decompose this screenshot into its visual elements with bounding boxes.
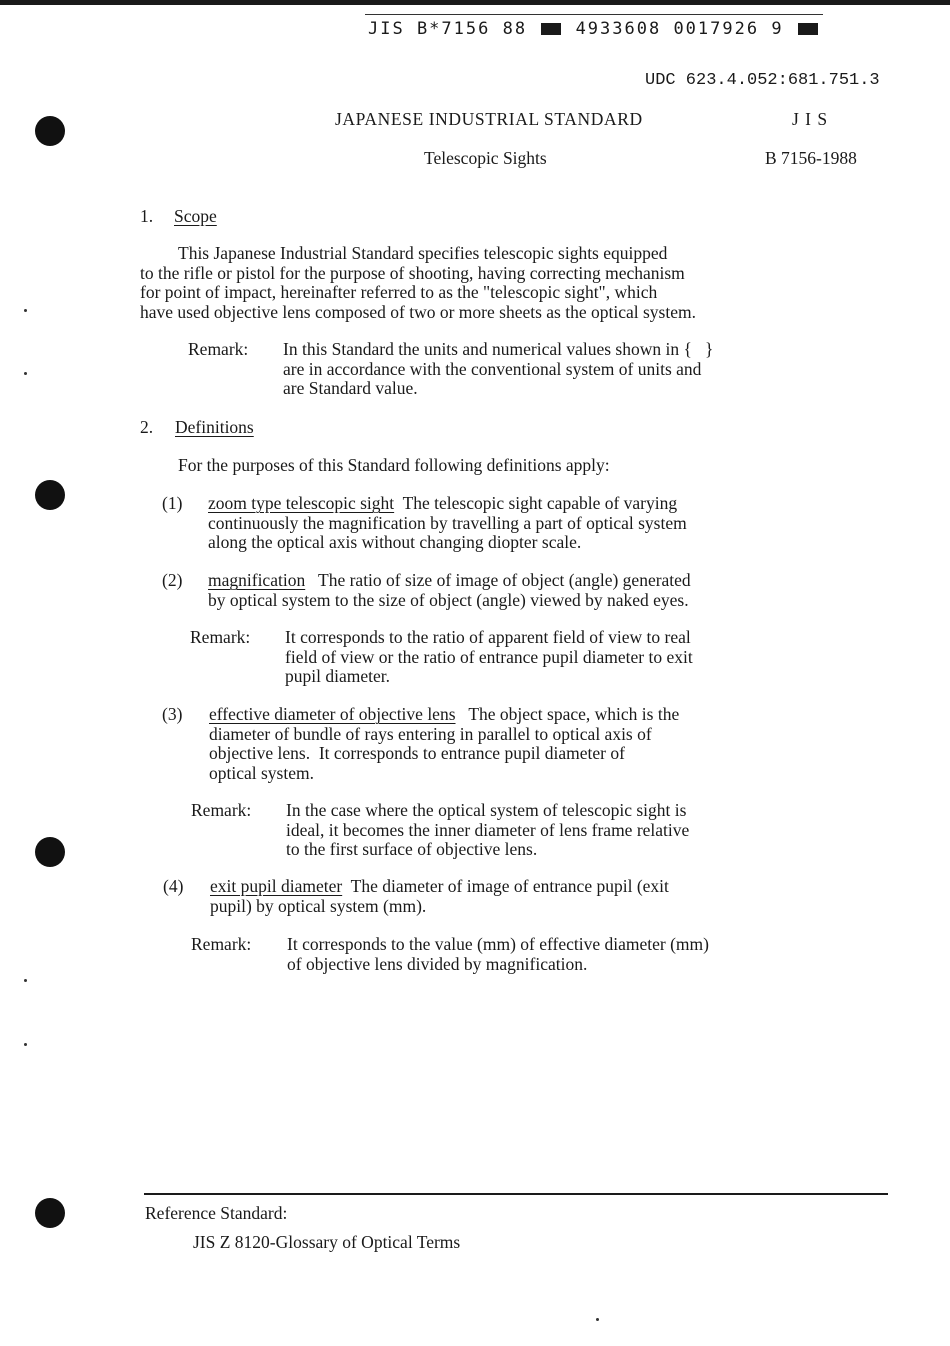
definition-line: continuously the magnification by travelling a part of optical system (208, 512, 687, 533)
definition-term (208, 494, 677, 514)
header-code-b: 4933608 0017926 9 (575, 19, 784, 39)
org-name: JAPANESE INDUSTRIAL STANDARD (335, 109, 643, 129)
punch-hole-icon (35, 116, 65, 146)
term-exit-pupil-diameter: exit pupil diameter (210, 876, 343, 896)
remark-line: ideal, it becomes the inner diameter of lens frame relative (286, 819, 690, 840)
remark-line: In the case where the optical system of telescopic sight is (286, 800, 687, 820)
definition-line: The ratio of size of image of object (angle) generated (318, 570, 691, 590)
definition-line: pupil) by optical system (mm). (210, 895, 427, 916)
scope-line: This Japanese Industrial Standard specifies telescopic sights equipped (178, 243, 668, 263)
scan-speck (24, 309, 27, 312)
black-block-icon (798, 23, 818, 35)
footnote-rule (144, 1193, 888, 1195)
scope-line: for point of impact, hereinafter referred to as the "telescopic sight", which (140, 282, 658, 302)
scan-top-edge (0, 0, 950, 5)
reference-item: JIS Z 8120-Glossary of Optical Terms (193, 1232, 461, 1252)
definition-line: objective lens. It corresponds to entrance pupil diameter of (209, 743, 625, 763)
remark-line: are in accordance with the conventional system of units and (283, 358, 702, 379)
header-code-a: JIS B*7156 88 (368, 19, 528, 39)
definition-term (210, 877, 669, 897)
scan-speck (24, 372, 27, 375)
definition-line: The diameter of image of entrance pupil (exit (350, 876, 669, 896)
remark-label: Remark: (191, 800, 252, 820)
definition-line: diameter of bundle of rays entering in parallel to optical axis of (209, 723, 652, 744)
remark-label: Remark: (188, 339, 249, 359)
definitions-intro: For the purposes of this Standard following definitions apply: (178, 455, 610, 475)
definition-line: along the optical axis without changing diopter scale. (208, 532, 582, 552)
punch-hole-icon (35, 837, 65, 867)
remark-line: field of view or the ratio of entrance pupil diameter to exit (285, 646, 693, 667)
scan-speck (24, 979, 27, 982)
scope-line: to the rifle or pistol for the purpose of shooting, having correcting mechanism (140, 262, 685, 283)
remark-line: are Standard value. (283, 378, 418, 398)
definition-number: (3) (162, 704, 183, 724)
definition-number: (2) (162, 570, 183, 590)
definition-term (208, 571, 691, 591)
section-number: 1. (140, 206, 154, 226)
remark-line: In this Standard the units and numerical values shown in { } (283, 339, 714, 359)
reference-label: Reference Standard: (145, 1203, 288, 1223)
header-rule (365, 14, 823, 15)
definition-line: by optical system to the size of object (angle) viewed by naked eyes. (208, 589, 689, 610)
term-zoom-type: zoom type telescopic sight (208, 493, 395, 513)
remark-label: Remark: (190, 627, 251, 647)
definition-line: optical system. (209, 762, 314, 783)
term-magnification: magnification (208, 570, 306, 590)
remark-line: pupil diameter. (285, 666, 390, 686)
remark-line: It corresponds to the value (mm) of effective diameter (mm) (287, 934, 709, 954)
definition-number: (1) (162, 493, 183, 513)
section-heading-scope: Scope (174, 206, 217, 226)
page-title: Telescopic Sights (424, 148, 547, 168)
definition-line: The telescopic sight capable of varying (402, 493, 678, 513)
remark-label: Remark: (191, 934, 252, 954)
remark-line: of objective lens divided by magnification. (287, 953, 588, 974)
jis-mark: J I S (792, 109, 829, 129)
scan-speck (596, 1318, 599, 1321)
definition-number: (4) (163, 876, 184, 896)
udc-number: UDC 623.4.052:681.751.3 (645, 71, 880, 90)
section-number: 2. (140, 417, 154, 437)
definition-line: The object space, which is the (468, 704, 680, 724)
scope-line: have used objective lens composed of two or more sheets as the optical system. (140, 301, 696, 322)
punch-hole-icon (35, 480, 65, 510)
remark-line: to the first surface of objective lens. (286, 839, 538, 859)
punch-hole-icon (35, 1198, 65, 1228)
barcode-header (368, 19, 820, 39)
definition-term (209, 705, 679, 725)
remark-line: It corresponds to the ratio of apparent field of view to real (285, 627, 691, 647)
black-block-icon (541, 23, 561, 35)
term-effective-diameter: effective diameter of objective lens (209, 704, 456, 724)
standard-number: B 7156-1988 (765, 148, 857, 168)
scan-speck (24, 1043, 27, 1046)
section-heading-definitions: Definitions (175, 417, 254, 437)
